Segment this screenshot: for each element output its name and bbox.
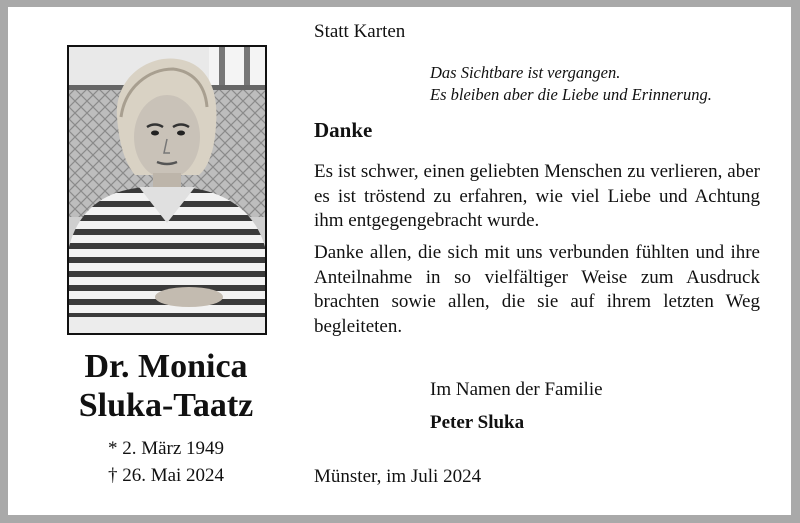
birth-date: * 2. März 1949 bbox=[107, 438, 225, 459]
deceased-name-line2: Sluka-Taatz bbox=[78, 387, 254, 424]
thanks-heading: Danke bbox=[314, 118, 373, 142]
motto-line2: Es bleiben aber die Liebe und Erinnerung. bbox=[430, 85, 712, 104]
motto bbox=[430, 62, 770, 106]
signature-block bbox=[430, 373, 603, 439]
obituary-card bbox=[8, 7, 791, 515]
motto-line1: Das Sichtbare ist vergangen. bbox=[430, 63, 621, 82]
deceased-name-line1: Dr. Monica bbox=[84, 348, 248, 385]
signature-intro: Im Namen der Familie bbox=[430, 379, 603, 400]
place-date: Münster, im Juli 2024 bbox=[314, 466, 482, 487]
thanks-paragraph-1: Es ist schwer, einen geliebten Menschen zu verlieren, aber es ist tröstend zu erfahren, wie viel Liebe und Achtung ihm entgegengebracht wurde. bbox=[314, 161, 760, 231]
deceased-name bbox=[38, 347, 294, 425]
life-dates bbox=[38, 435, 294, 489]
signature-name: Peter Sluka bbox=[430, 412, 525, 433]
thanks-paragraph-2: Danke allen, die sich mit uns verbunden fühlten und ihre Anteilnahme in so vielfältiger Weise zum Ausdruck brachten sowie allen, die sie auf ihrem letzten Weg begleiteten. bbox=[314, 242, 760, 337]
statt-karten-label: Statt Karten bbox=[314, 21, 406, 42]
portrait-image bbox=[69, 47, 265, 333]
portrait-photo bbox=[67, 45, 267, 335]
death-date: † 26. Mai 2024 bbox=[107, 465, 225, 486]
